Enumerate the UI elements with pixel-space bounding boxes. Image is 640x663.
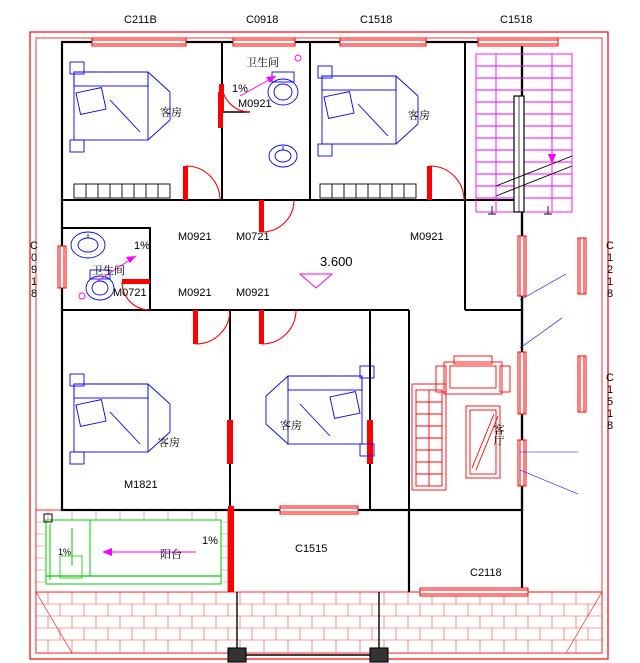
door-label-m0921-b: M0921 — [178, 231, 212, 243]
window-label-c0918-left: C0918 — [28, 240, 40, 300]
slope-label-balcony-left: 1% — [58, 547, 72, 557]
window-label-c211b: C211B — [124, 14, 157, 26]
window-label-c0918-top: C0918 — [246, 14, 279, 26]
furniture-top-left-cabinet — [74, 184, 170, 198]
room-label-bathroom-left: 卫生间 — [92, 265, 125, 277]
room-label-balcony: 阳台 — [160, 549, 182, 561]
bed-top-left — [70, 62, 170, 152]
window-label-c1518-right: C1518 — [604, 372, 616, 432]
bed-bottom-middle — [266, 366, 374, 456]
dimension-label-3600: 3.600 — [320, 254, 353, 269]
door-label-m0721-a: M0721 — [236, 231, 270, 243]
door-label-m1821: M1821 — [124, 479, 158, 491]
slope-label-balcony-main: 1% — [202, 535, 218, 547]
door-label-m0721-b: M0721 — [113, 287, 147, 299]
window-label-c1518-top-mid: C1518 — [360, 14, 393, 26]
room-label-bathroom-top: 卫生间 — [246, 57, 279, 69]
door-label-m0921-c: M0921 — [410, 231, 444, 243]
bed-top-middle — [318, 66, 418, 156]
window-label-c1515-bottom: C1515 — [295, 543, 328, 555]
room-label-bedroom-bottom-left: 客房 — [158, 437, 180, 449]
window-label-c2118-bottom: C2118 — [470, 567, 502, 579]
bathroom-top-fixtures — [268, 72, 298, 167]
door-label-m0921-d: M0921 — [178, 287, 212, 299]
furniture-top-middle-cabinet — [320, 184, 416, 198]
level-marker-3600 — [300, 274, 332, 288]
window-label-c1518-top-right: C1518 — [500, 14, 533, 26]
room-label-bedroom-bottom-middle: 客房 — [280, 420, 302, 432]
slope-label-top-bath: 1% — [232, 83, 248, 95]
door-label-m0921-e: M0921 — [236, 287, 270, 299]
slope-label-left-bath: 1% — [134, 240, 150, 252]
living-room-sightlines — [520, 274, 578, 494]
living-room-furniture — [412, 356, 510, 490]
bed-bottom-left — [70, 374, 170, 464]
room-label-living: 客厅 — [492, 424, 504, 446]
door-label-m0921-a: M0921 — [238, 98, 272, 110]
window-label-c1218-right: C1218 — [604, 240, 616, 300]
staircase — [476, 54, 572, 212]
tile-hatch-bottom — [36, 592, 602, 653]
room-label-bedroom-top-middle: 客房 — [408, 110, 430, 122]
room-label-bedroom-top-left: 客房 — [160, 107, 182, 119]
